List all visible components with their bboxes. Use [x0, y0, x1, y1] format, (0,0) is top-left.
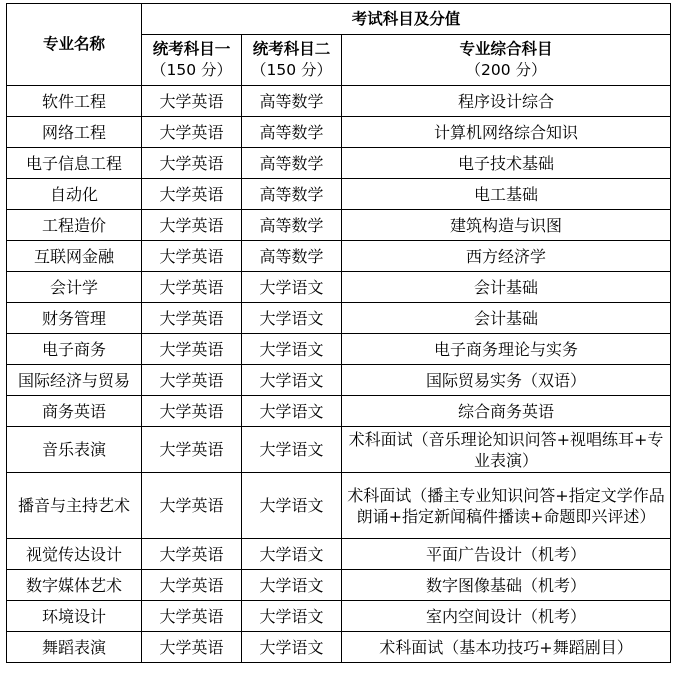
- header-subject1: [142, 35, 242, 86]
- professional-cell: 术科面试（基本功技巧+舞蹈剧目）: [342, 632, 671, 663]
- table-row: [7, 303, 671, 334]
- header-subject1-score: （150 分）: [150, 61, 232, 79]
- subject2-cell: 高等数学: [242, 86, 342, 117]
- major-cell: 商务英语: [7, 396, 142, 427]
- header-subject2-label: 统考科目二: [252, 40, 331, 58]
- subject2-cell: 大学语文: [242, 601, 342, 632]
- major-cell: 舞蹈表演: [7, 632, 142, 663]
- subject2-cell: 大学语文: [242, 365, 342, 396]
- subject2-cell: 大学语文: [242, 303, 342, 334]
- professional-cell: 计算机网络综合知识: [342, 117, 671, 148]
- header-major: 专业名称: [7, 4, 142, 86]
- major-cell: 视觉传达设计: [7, 539, 142, 570]
- subject1-cell: 大学英语: [142, 601, 242, 632]
- table-row: [7, 272, 671, 303]
- subject2-cell: 大学语文: [242, 539, 342, 570]
- subject1-cell: 大学英语: [142, 86, 242, 117]
- table-row: [7, 632, 671, 663]
- header-professional-score: （200 分）: [465, 61, 547, 79]
- major-cell: 财务管理: [7, 303, 142, 334]
- professional-cell: 电工基础: [342, 179, 671, 210]
- header-professional: [342, 35, 671, 86]
- subject2-cell: 高等数学: [242, 210, 342, 241]
- header-exam-subjects: 考试科目及分值: [142, 4, 671, 35]
- subject1-cell: 大学英语: [142, 570, 242, 601]
- major-cell: 音乐表演: [7, 427, 142, 473]
- professional-cell: 室内空间设计（机考）: [342, 601, 671, 632]
- subject1-cell: 大学英语: [142, 539, 242, 570]
- major-cell: 软件工程: [7, 86, 142, 117]
- major-cell: 工程造价: [7, 210, 142, 241]
- subject2-cell: 大学语文: [242, 473, 342, 539]
- subject2-cell: 高等数学: [242, 179, 342, 210]
- subject1-cell: 大学英语: [142, 117, 242, 148]
- table-row: [7, 601, 671, 632]
- professional-cell: 数字图像基础（机考）: [342, 570, 671, 601]
- table-row: [7, 570, 671, 601]
- subject2-cell: 高等数学: [242, 241, 342, 272]
- table-row: [7, 473, 671, 539]
- professional-cell: 建筑构造与识图: [342, 210, 671, 241]
- header-subject2: [242, 35, 342, 86]
- professional-cell: 会计基础: [342, 272, 671, 303]
- table-row: [7, 427, 671, 473]
- professional-cell: 程序设计综合: [342, 86, 671, 117]
- professional-cell: 综合商务英语: [342, 396, 671, 427]
- major-cell: 国际经济与贸易: [7, 365, 142, 396]
- subject1-cell: 大学英语: [142, 396, 242, 427]
- table-row: [7, 396, 671, 427]
- major-cell: 电子信息工程: [7, 148, 142, 179]
- subject1-cell: 大学英语: [142, 179, 242, 210]
- subject1-cell: 大学英语: [142, 272, 242, 303]
- subject1-cell: 大学英语: [142, 210, 242, 241]
- professional-cell: 国际贸易实务（双语）: [342, 365, 671, 396]
- table-row: [7, 179, 671, 210]
- subject1-cell: 大学英语: [142, 334, 242, 365]
- table-row: [7, 86, 671, 117]
- header-row-1: [7, 4, 671, 35]
- subject2-cell: 大学语文: [242, 427, 342, 473]
- professional-cell: 术科面试（播主专业知识问答+指定文学作品朗诵+指定新闻稿件播读+命题即兴评述）: [342, 473, 671, 539]
- subject1-cell: 大学英语: [142, 148, 242, 179]
- subject1-cell: 大学英语: [142, 365, 242, 396]
- professional-cell: 电子技术基础: [342, 148, 671, 179]
- major-cell: 自动化: [7, 179, 142, 210]
- major-cell: 互联网金融: [7, 241, 142, 272]
- table-row: [7, 365, 671, 396]
- subject2-cell: 大学语文: [242, 570, 342, 601]
- header-subject1-label: 统考科目一: [152, 40, 231, 58]
- major-cell: 网络工程: [7, 117, 142, 148]
- professional-cell: 西方经济学: [342, 241, 671, 272]
- subject1-cell: 大学英语: [142, 241, 242, 272]
- table-row: [7, 210, 671, 241]
- subject1-cell: 大学英语: [142, 632, 242, 663]
- table-row: [7, 148, 671, 179]
- subject1-cell: 大学英语: [142, 473, 242, 539]
- table-row: [7, 117, 671, 148]
- professional-cell: 平面广告设计（机考）: [342, 539, 671, 570]
- table-body: [7, 86, 671, 663]
- table-row: [7, 539, 671, 570]
- professional-cell: 会计基础: [342, 303, 671, 334]
- subject2-cell: 大学语文: [242, 632, 342, 663]
- subject1-cell: 大学英语: [142, 427, 242, 473]
- professional-cell: 术科面试（音乐理论知识问答+视唱练耳+专业表演）: [342, 427, 671, 473]
- major-cell: 电子商务: [7, 334, 142, 365]
- header-professional-label: 专业综合科目: [459, 40, 553, 58]
- subject2-cell: 大学语文: [242, 396, 342, 427]
- major-cell: 环境设计: [7, 601, 142, 632]
- subject2-cell: 高等数学: [242, 117, 342, 148]
- subject2-cell: 大学语文: [242, 334, 342, 365]
- table-row: [7, 241, 671, 272]
- header-subject2-score: （150 分）: [250, 61, 332, 79]
- subject2-cell: 高等数学: [242, 148, 342, 179]
- subject1-cell: 大学英语: [142, 303, 242, 334]
- major-cell: 播音与主持艺术: [7, 473, 142, 539]
- professional-cell: 电子商务理论与实务: [342, 334, 671, 365]
- major-cell: 会计学: [7, 272, 142, 303]
- subject2-cell: 大学语文: [242, 272, 342, 303]
- major-cell: 数字媒体艺术: [7, 570, 142, 601]
- exam-subjects-table: [6, 3, 671, 663]
- table-row: [7, 334, 671, 365]
